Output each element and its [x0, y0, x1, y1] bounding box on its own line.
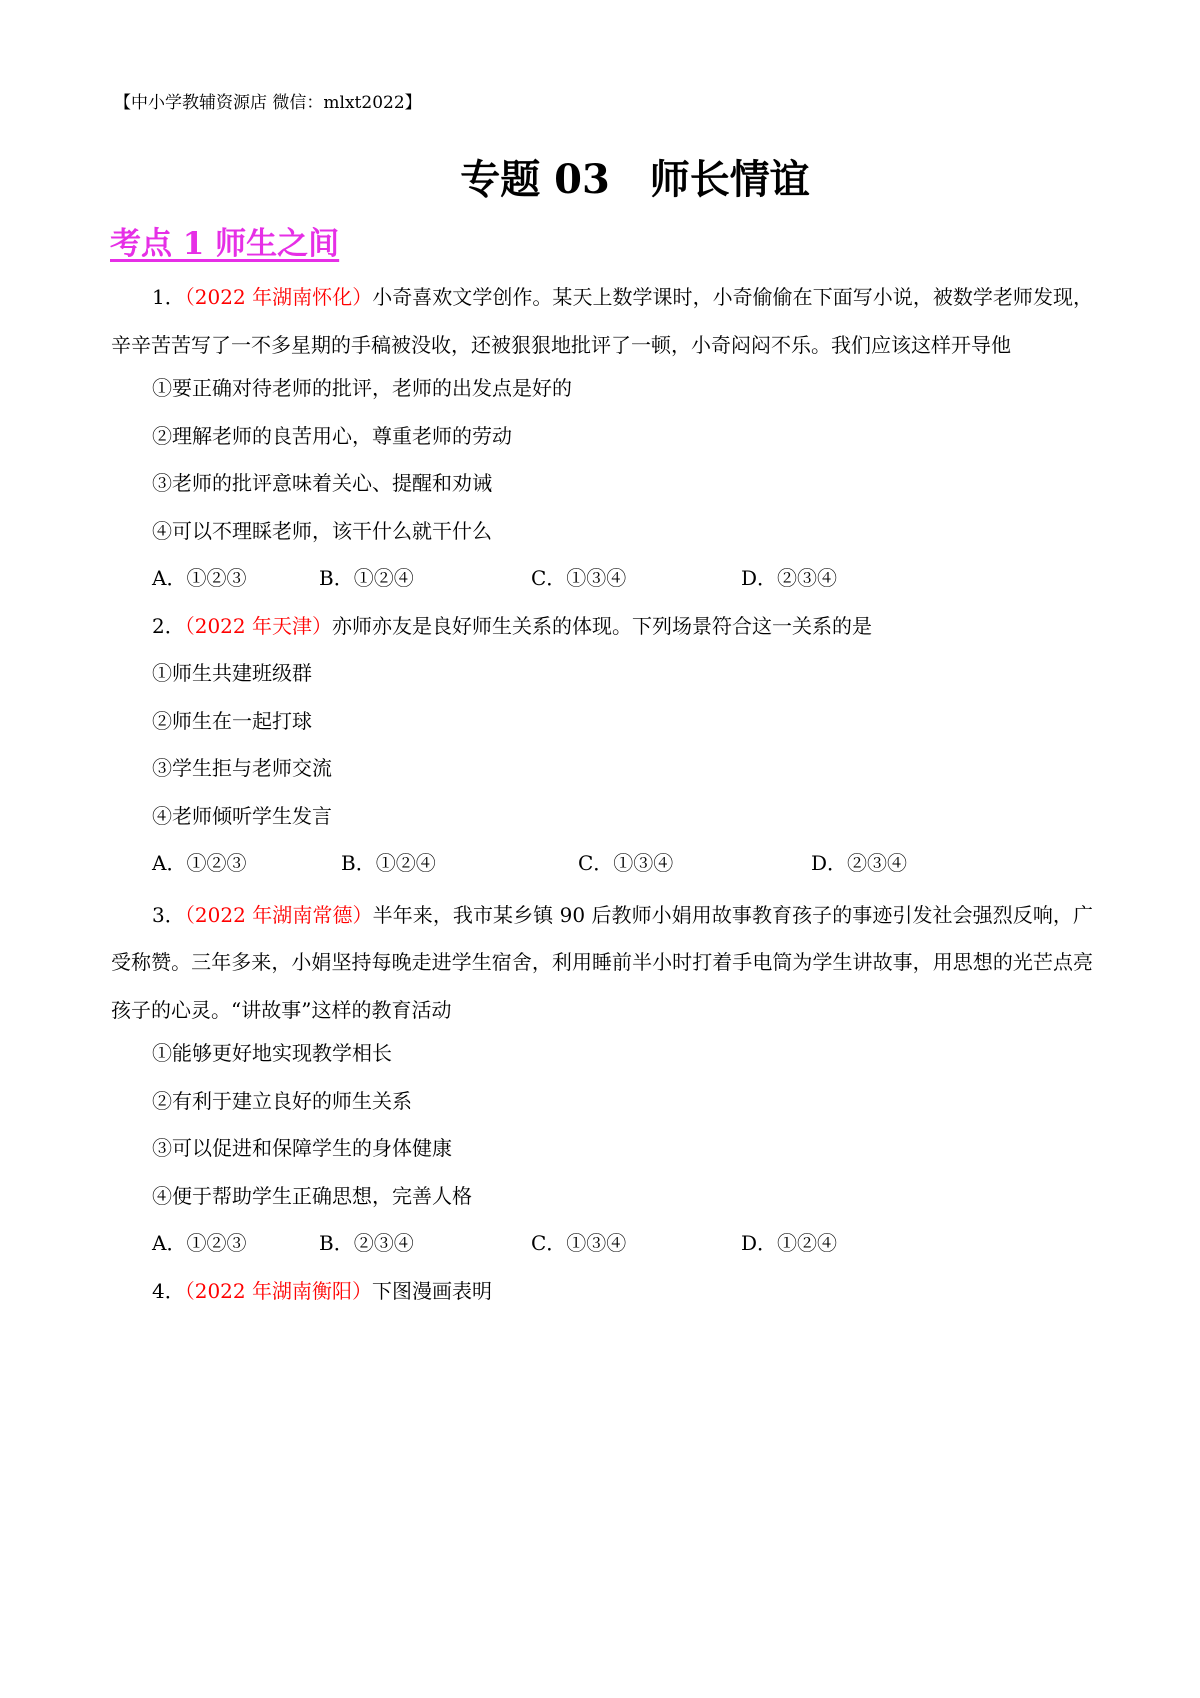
option-b: B．①②④ — [341, 851, 436, 875]
question-2-item: ③学生拒与老师交流 — [152, 756, 332, 780]
question-source: （2022 年天津） — [184, 613, 332, 638]
question-2-item: ①师生共建班级群 — [152, 661, 312, 685]
question-text: 下图漫画表明 — [372, 1278, 492, 1303]
option-d: D．②③④ — [811, 851, 908, 875]
option-c: C．①③④ — [578, 851, 674, 875]
question-source: （2022 年湖南常德） — [184, 902, 373, 927]
question-3-item: ④便于帮助学生正确思想，完善人格 — [152, 1183, 472, 1208]
question-number: 1． — [152, 285, 185, 309]
question-1-item: ④可以不理睬老师，该干什么就干什么 — [152, 518, 492, 543]
question-3-options — [111, 1224, 1093, 1272]
option-d: D．①②④ — [741, 1231, 838, 1255]
section-heading: 考点 1 师生之间 — [110, 226, 340, 262]
question-1-item: ③老师的批评意味着关心、提醒和劝诫 — [152, 471, 492, 495]
question-list — [111, 274, 1093, 1319]
question-1-item: ①要正确对待老师的批评，老师的出发点是好的 — [152, 376, 572, 400]
page-title: 专题 03 师长情谊 — [460, 156, 810, 203]
question-2-stem — [111, 607, 1093, 655]
option-a: A．①②③ — [152, 1231, 247, 1255]
question-source: （2022 年湖南衡阳） — [184, 1278, 372, 1303]
question-number: 3． — [152, 902, 185, 927]
question-1-options — [111, 559, 1093, 607]
question-3-item: ②有利于建立良好的师生关系 — [152, 1088, 412, 1113]
question-text: 亦师亦友是良好师生关系的体现。下列场景符合这一关系的是 — [332, 613, 872, 638]
question-3-item: ③可以促进和保障学生的身体健康 — [152, 1136, 452, 1160]
question-2-options — [111, 844, 1093, 892]
option-a: A．①②③ — [152, 851, 247, 875]
question-text: 半年来，我市某乡镇 90 后教师小娟用故事教育孩子的事迹引发社会强烈反响，广受称赞。三年多来，小娟坚持每晚走进学生宿舍，利用睡前半小时打着手电筒为学生讲故事，用思想的光芒点亮孩子的心灵。“讲故事”这样的教育活动 — [111, 902, 1093, 1022]
option-d: D．②③④ — [741, 566, 838, 590]
question-3-item: ①能够更好地实现教学相长 — [152, 1041, 392, 1065]
question-3-stem — [111, 892, 1093, 1035]
question-1-stem — [111, 274, 1093, 369]
option-c: C．①③④ — [531, 566, 627, 590]
question-number: 4． — [152, 1278, 185, 1303]
option-a: A．①②③ — [152, 566, 247, 590]
question-source: （2022 年湖南怀化） — [184, 285, 373, 309]
question-4-stem — [111, 1272, 1093, 1320]
question-2-item: ②师生在一起打球 — [152, 708, 312, 733]
option-c: C．①③④ — [531, 1231, 627, 1255]
watermark-text: 【中小学教辅资源店 微信：mlxt2022】 — [114, 93, 422, 113]
question-number: 2． — [152, 613, 185, 638]
option-b: B．①②④ — [319, 566, 414, 590]
question-2-item: ④老师倾听学生发言 — [152, 803, 332, 828]
question-1-item: ②理解老师的良苦用心，尊重老师的劳动 — [152, 423, 512, 448]
question-text: 小奇喜欢文学创作。某天上数学课时，小奇偷偷在下面写小说，被数学老师发现，辛辛苦苦写了一不多星期的手稿被没收，还被狠狠地批评了一顿，小奇闷闷不乐。我们应该这样开导他 — [111, 285, 1093, 357]
option-b: B．②③④ — [319, 1231, 414, 1255]
